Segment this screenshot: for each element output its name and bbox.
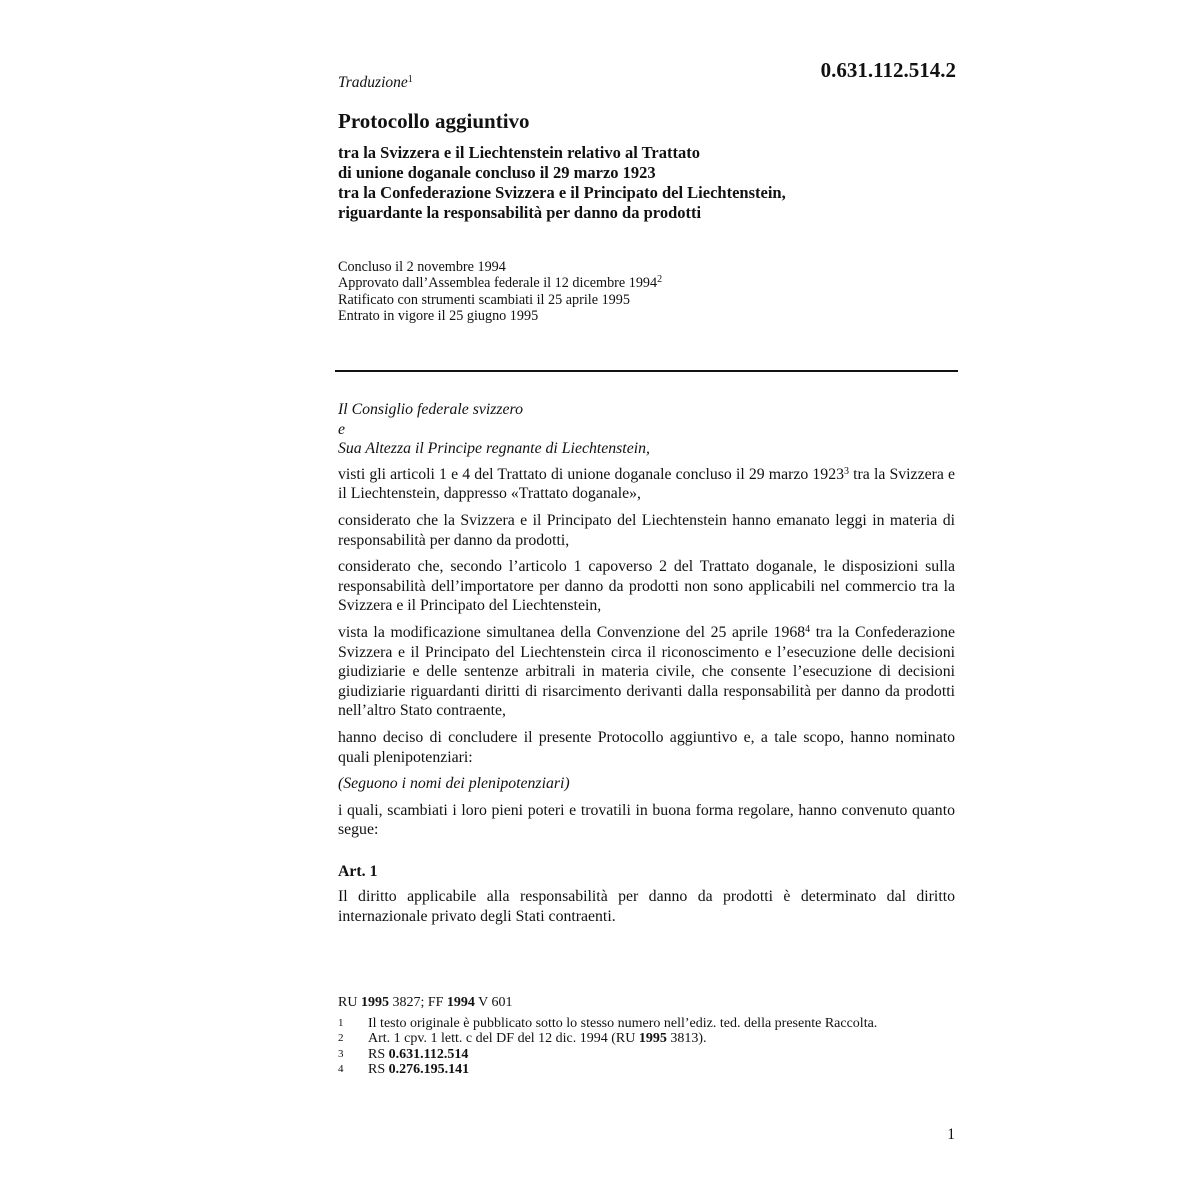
footnote-3 xyxy=(338,1047,938,1063)
source-ru-label: RU xyxy=(338,995,361,1010)
document-title: Protocollo aggiuntivo xyxy=(338,109,530,133)
footnote-prefix: RS xyxy=(368,1046,389,1062)
subtitle-line: tra la Confederazione Svizzera e il Principato del Liechtenstein, xyxy=(338,183,786,202)
footnote-4 xyxy=(338,1062,938,1078)
footnote-ref-3[interactable]: 3 xyxy=(844,465,850,477)
party-prince: Sua Altezza il Principe regnante di Liechtenstein, xyxy=(338,440,650,458)
footnote-text xyxy=(368,1031,938,1047)
source-ff-rest: V 601 xyxy=(474,995,513,1010)
party-conjunction: e xyxy=(338,420,346,438)
preamble-text: visti gli articoli 1 e 4 del Trattato di unione doganale concluso il 29 marzo 1923 xyxy=(338,465,845,483)
preamble-paragraph: i quali, scambiati i loro pieni poteri e trovatili in buona forma regolare, hanno convenuto quanto segue: xyxy=(338,801,955,839)
footnote-text-part: 3813). xyxy=(666,1031,707,1046)
footnote-text xyxy=(368,1047,938,1063)
footnote-text xyxy=(368,1062,938,1078)
date-concluded: Concluso il 2 novembre 1994 xyxy=(338,259,506,275)
footnote-link-sr[interactable]: 0.276.195.141 xyxy=(388,1062,470,1077)
preamble-text: vista la modificazione simultanea della Convenzione del 25 aprile 1968 xyxy=(338,623,806,641)
subtitle-line: tra la Svizzera e il Liechtenstein relativo al Trattato xyxy=(338,143,700,162)
article-heading: Art. 1 xyxy=(338,862,378,880)
party-swiss-council: Il Consiglio federale svizzero xyxy=(338,401,524,418)
date-approved xyxy=(338,275,662,291)
section-divider xyxy=(335,370,958,372)
footnote-ref-4[interactable]: 4 xyxy=(805,623,811,635)
footnote-number: 3 xyxy=(338,1047,344,1060)
document-body xyxy=(338,400,955,934)
footnote-link-sr[interactable]: 0.631.112.514 xyxy=(388,1046,469,1062)
sr-number: 0.631.112.514.2 xyxy=(820,58,956,82)
footnote-2 xyxy=(338,1031,938,1047)
preamble-paragraph xyxy=(338,623,955,721)
date-in-force: Entrato in vigore il 25 giugno 1995 xyxy=(338,307,539,324)
preamble-text: tra la Svizzera e il Liechtenstein, dappresso «Trattato doganale», xyxy=(338,465,956,503)
source-reference xyxy=(338,995,938,1011)
subtitle-line: di unione doganale concluso il 29 marzo 1923 xyxy=(338,163,656,182)
translation-label xyxy=(338,74,413,92)
date-ratified: Ratificato con strumenti scambiati il 25 aprile 1995 xyxy=(338,291,630,308)
source-ru-rest: 3827; FF xyxy=(388,995,447,1010)
dates-block xyxy=(338,259,662,324)
preamble-paragraph xyxy=(338,465,955,504)
footnote-number: 4 xyxy=(338,1063,344,1075)
preamble-paragraph: hanno deciso di concludere il presente Protocollo aggiuntivo e, a tale scopo, hanno nominato quali plenipotenziari: xyxy=(338,728,955,766)
plenipotentiaries-note: (Seguono i nomi dei plenipotenziari) xyxy=(338,775,570,793)
footnotes xyxy=(338,995,938,1078)
page-number: 1 xyxy=(947,1126,955,1143)
footnote-number: 2 xyxy=(338,1032,344,1044)
preamble-parties xyxy=(338,400,955,459)
footnote-number: 1 xyxy=(338,1016,344,1029)
footnote-text-part: Art. 1 cpv. 1 lett. c del DF del 12 dic. 1994 (RU xyxy=(368,1031,639,1046)
article-text: Il diritto applicabile alla responsabilità per danno da prodotti è determinato dal diritto internazionale privato degli Stati contraenti. xyxy=(338,888,955,926)
footnote-text: Il testo originale è pubblicato sotto lo stesso numero nell’ediz. ted. della presente Raccolta. xyxy=(368,1015,878,1031)
subtitle-line: riguardante la responsabilità per danno da prodotti xyxy=(338,203,702,222)
source-ru-year: 1995 xyxy=(360,995,389,1010)
footnote-ref-2[interactable]: 2 xyxy=(657,274,663,286)
translation-label-text: Traduzione xyxy=(338,74,408,91)
date-approved-text: Approvato dall’Assemblea federale il 12 dicembre 1994 xyxy=(338,275,658,292)
preamble-paragraph: considerato che la Svizzera e il Principato del Liechtenstein hanno emanato leggi in materia di responsabilità per danno da prodotti, xyxy=(338,511,955,549)
footnote-bold-part: 1995 xyxy=(638,1031,667,1046)
footnote-1 xyxy=(338,1016,938,1032)
preamble-text: tra la Confederazione Svizzera e il Principato del Liechtenstein circa il riconoscimento e l’esecuzione delle decisioni giudiziarie e delle sentenze arbitrali in materia civile, che consente l’esecuzione di decisioni giudiziarie riguardanti diritti di risarcimento derivanti dalla responsabilità per danno da prodotti nell’altro Stato contraente, xyxy=(338,623,956,720)
source-ff-year: 1994 xyxy=(446,995,475,1010)
footnote-ref-1[interactable]: 1 xyxy=(407,74,413,85)
document-subtitle xyxy=(338,143,958,223)
footnote-prefix: RS xyxy=(368,1062,389,1077)
preamble-paragraph: considerato che, secondo l’articolo 1 capoverso 2 del Trattato doganale, le disposizioni sulla responsabilità dell’importatore per danno da prodotti non sono applicabili nel commercio tra la Svizzera e il Principato del Liechtenstein, xyxy=(338,558,955,615)
